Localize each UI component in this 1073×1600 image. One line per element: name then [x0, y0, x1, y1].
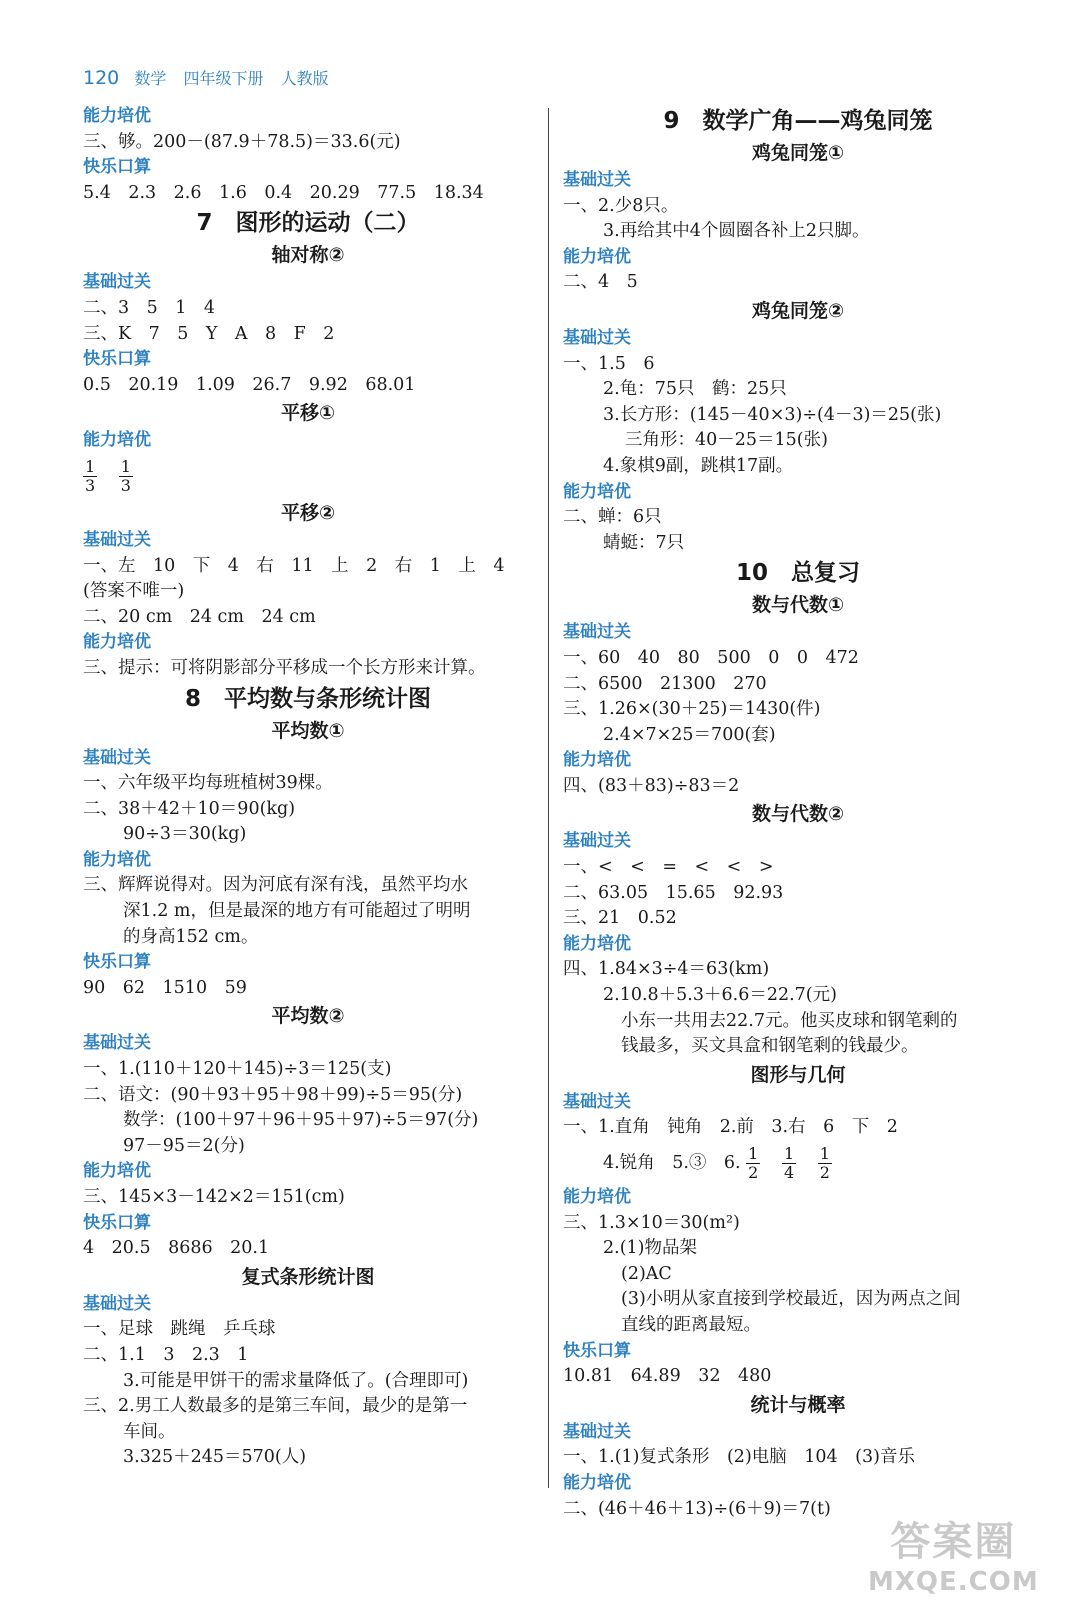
answer-line: 小东一共用去22.7元。他买皮球和钢笔剩的	[621, 1010, 958, 1031]
answer-line: 三、21 0.52	[563, 908, 677, 929]
section-label: 快乐口算	[83, 349, 151, 370]
lesson-title: 复式条形统计图	[241, 1265, 375, 1288]
answer-line: 一、足球 跳绳 乒乓球	[83, 1319, 276, 1340]
answer-line: (答案不唯一)	[83, 581, 185, 602]
answer-line: 2.龟：75只 鹤：25只	[603, 379, 787, 400]
answer-line: 一、1.直角 钝角 2.前 3.右 6 下 2	[563, 1117, 898, 1138]
section-label: 基础过关	[563, 170, 631, 190]
numerator: 1	[85, 456, 96, 476]
answer-line: 5.4 2.3 2.6 1.6 0.4 20.29 77.5 18.34	[83, 182, 484, 203]
answer-line: 3.长方形：(145－40×3)÷(4－3)＝25(张)	[603, 404, 942, 425]
answer-line: 一、2.少8只。	[563, 195, 679, 216]
answer-line: 10.81 64.89 32 480	[563, 1366, 772, 1387]
right-column	[563, 104, 1033, 1522]
answer-line: (3)小明从家直接到学校最近，因为两点之间	[621, 1289, 961, 1310]
chapter-title: 8 平均数与条形统计图	[184, 685, 431, 712]
answer-line: 直线的距离最短。	[621, 1314, 761, 1335]
answer-line: 97－95＝2(分)	[123, 1135, 245, 1156]
section-label: 快乐口算	[563, 1340, 631, 1361]
section-label: 基础过关	[563, 831, 631, 852]
section-label: 基础过关	[83, 1033, 151, 1054]
section-label: 能力培优	[83, 1161, 151, 1182]
fraction	[782, 1145, 796, 1182]
answer-line: 二、4 5	[563, 272, 638, 293]
answer-line: 钱最多，买文具盒和钢笔剩的钱最少。	[621, 1036, 919, 1057]
watermark-url: MXQE.COM	[868, 1567, 1039, 1597]
answer-line: 三、K 7 5 Y A 8 F 2	[83, 323, 335, 344]
chapter-title: 9 数学广角——鸡兔同笼	[663, 108, 933, 134]
numerator: 1	[783, 1144, 795, 1163]
section-label: 能力培优	[563, 481, 631, 502]
answer-line: 0.5 20.19 1.09 26.7 9.92 68.01	[83, 374, 416, 395]
section-label: 基础过关	[83, 272, 151, 293]
answer-line: 二、38＋42＋10＝90(kg)	[83, 798, 296, 819]
numerator: 1	[819, 1144, 830, 1163]
section-label: 基础过关	[83, 747, 151, 768]
section-label: 能力培优	[83, 849, 151, 870]
answer-line: 的身高152 cm。	[123, 926, 259, 947]
denominator: 2	[819, 1163, 830, 1182]
section-label: 能力培优	[563, 1187, 631, 1207]
lesson-title: 平均数②	[271, 1005, 345, 1028]
answer-line: 二、3 5 1 4	[83, 297, 216, 318]
denominator: 3	[120, 475, 131, 495]
answer-line: 2.(1)物品架	[603, 1238, 697, 1259]
answer-line: 一、60 40 80 500 0 0 472	[563, 647, 859, 668]
section-label: 基础过关	[563, 1421, 631, 1442]
answer-line: 4 20.5 8686 20.1	[83, 1238, 270, 1259]
section-label: 基础过关	[83, 1293, 151, 1314]
answer-line: 一、< < = < < >	[563, 857, 774, 878]
answer-line: 一、1.(1)复式条形 (2)电脑 104 (3)音乐	[563, 1447, 915, 1468]
section-label: 基础过关	[563, 622, 631, 643]
answer-line: 二、1.1 3 2.3 1	[83, 1344, 249, 1365]
lesson-title: 统计与概率	[750, 1393, 846, 1416]
answer-line: 四、(83＋83)÷83＝2	[563, 775, 740, 796]
section-label: 基础过关	[563, 1091, 631, 1112]
answer-line: 2.10.8＋5.3＋6.6＝22.7(元)	[603, 985, 837, 1006]
denominator: 3	[85, 475, 96, 495]
answer-line: 90 62 1510 59	[83, 977, 247, 998]
answer-line: 一、左 10 下 4 右 11 上 2 右 1 上 4	[83, 555, 505, 576]
answer-line: 3.325＋245＝570(人)	[123, 1447, 307, 1468]
section-label: 快乐口算	[83, 157, 151, 178]
watermark-text: 答案圈	[890, 1519, 1017, 1565]
chapter-title: 7 图形的运动（二）	[196, 210, 420, 237]
answer-line: 4.象棋9副，跳棋17副。	[603, 455, 794, 476]
answer-line: 二、蝉：6只	[563, 507, 662, 528]
answer-text: 4.锐角 5.③ 6.	[603, 1153, 741, 1173]
section-label: 基础过关	[83, 529, 151, 550]
section-label: 能力培优	[83, 632, 151, 653]
section-label: 快乐口算	[83, 1212, 151, 1233]
answer-line: 三、够。200－(87.9＋78.5)＝33.6(元)	[83, 131, 401, 152]
chapter-title: 10 总复习	[735, 560, 860, 587]
answer-line: 3.可能是甲饼干的需求量降低了。(合理即可)	[123, 1370, 469, 1391]
answer-line: 四、1.84×3÷4＝63(km)	[563, 959, 770, 980]
answer-line: 三、145×3－142×2＝151(cm)	[83, 1187, 345, 1207]
lesson-title: 图形与几何	[750, 1063, 846, 1086]
denominator: 4	[783, 1163, 795, 1182]
answer-line: 二、20 cm 24 cm 24 cm	[83, 606, 316, 627]
answer-line: 3.再给其中4个圆圈各补上2只脚。	[603, 221, 870, 242]
answer-line: 一、六年级平均每班植树39棵。	[83, 773, 333, 794]
watermark-logo	[868, 1510, 1039, 1597]
grade-label: 四年级下册	[183, 69, 264, 88]
lesson-title: 平移①	[280, 402, 336, 425]
fraction	[746, 1145, 760, 1182]
answer-line: 90÷3＝30(kg)	[123, 824, 247, 845]
section-label: 能力培优	[83, 430, 151, 451]
section-label: 能力培优	[563, 1472, 631, 1493]
answer-line: 一、1.(110＋120＋145)÷3＝125(支)	[83, 1059, 392, 1080]
numerator: 1	[748, 1144, 759, 1163]
page-number: 120	[83, 67, 120, 89]
lesson-title: 鸡兔同笼②	[751, 299, 845, 322]
numerator: 1	[120, 456, 131, 476]
section-label: 能力培优	[563, 750, 631, 771]
left-column	[83, 104, 533, 1471]
section-label: 能力培优	[83, 106, 151, 126]
answer-line: 三、提示：可将阴影部分平移成一个长方形来计算。	[83, 657, 486, 678]
denominator: 2	[748, 1163, 759, 1182]
lesson-title: 平移②	[280, 501, 336, 524]
column-divider	[548, 108, 549, 1488]
answer-line: 三、2.男工人数最多的是第三车间，最少的是第一	[83, 1396, 468, 1417]
fraction	[83, 458, 97, 495]
answer-line: 三、1.26×(30＋25)＝1430(件)	[563, 699, 821, 720]
answer-line: 车间。	[123, 1421, 176, 1442]
answer-line: 2.4×7×25＝700(套)	[603, 724, 776, 745]
subject-label: 数学	[134, 69, 167, 88]
lesson-title: 平均数①	[271, 719, 345, 742]
answer-line: 三、1.3×10＝30(m²)	[563, 1212, 740, 1233]
fraction	[119, 458, 133, 495]
answer-line: 数学：(100＋97＋96＋95＋97)÷5＝97(分)	[123, 1110, 479, 1131]
lesson-title: 鸡兔同笼①	[751, 142, 845, 164]
fraction-answer-line	[83, 454, 533, 498]
answer-line: (2)AC	[621, 1263, 672, 1284]
lesson-title: 数与代数②	[751, 803, 845, 826]
answer-line: 二、(46＋46＋13)÷(6＋9)＝7(t)	[563, 1498, 831, 1519]
answer-line: 一、1.5 6	[563, 353, 655, 374]
section-label: 能力培优	[563, 246, 631, 267]
answer-line: 二、语文：(90＋93＋95＋98＋99)÷5＝95(分)	[83, 1084, 463, 1105]
answer-line: 蜻蜓：7只	[603, 532, 685, 553]
edition-label: 人教版	[280, 69, 329, 88]
section-label: 基础过关	[563, 327, 631, 348]
lesson-title: 轴对称②	[271, 244, 345, 267]
answer-line: 三角形：40－25＝15(张)	[625, 430, 828, 451]
section-label: 快乐口算	[83, 952, 151, 973]
page-header	[83, 66, 341, 89]
answer-line: 深1.2 m，但是最深的地方有可能超过了明明	[123, 901, 471, 922]
answer-line: 二、6500 21300 270	[563, 673, 767, 694]
answer-line: 二、63.05 15.65 92.93	[563, 882, 784, 903]
fraction-answer-line	[563, 1141, 1033, 1185]
lesson-title: 数与代数①	[751, 594, 845, 617]
answer-line: 三、辉辉说得对。因为河底有深有浅，虽然平均水	[83, 875, 468, 896]
section-label: 能力培优	[563, 933, 631, 954]
fraction	[818, 1145, 832, 1182]
